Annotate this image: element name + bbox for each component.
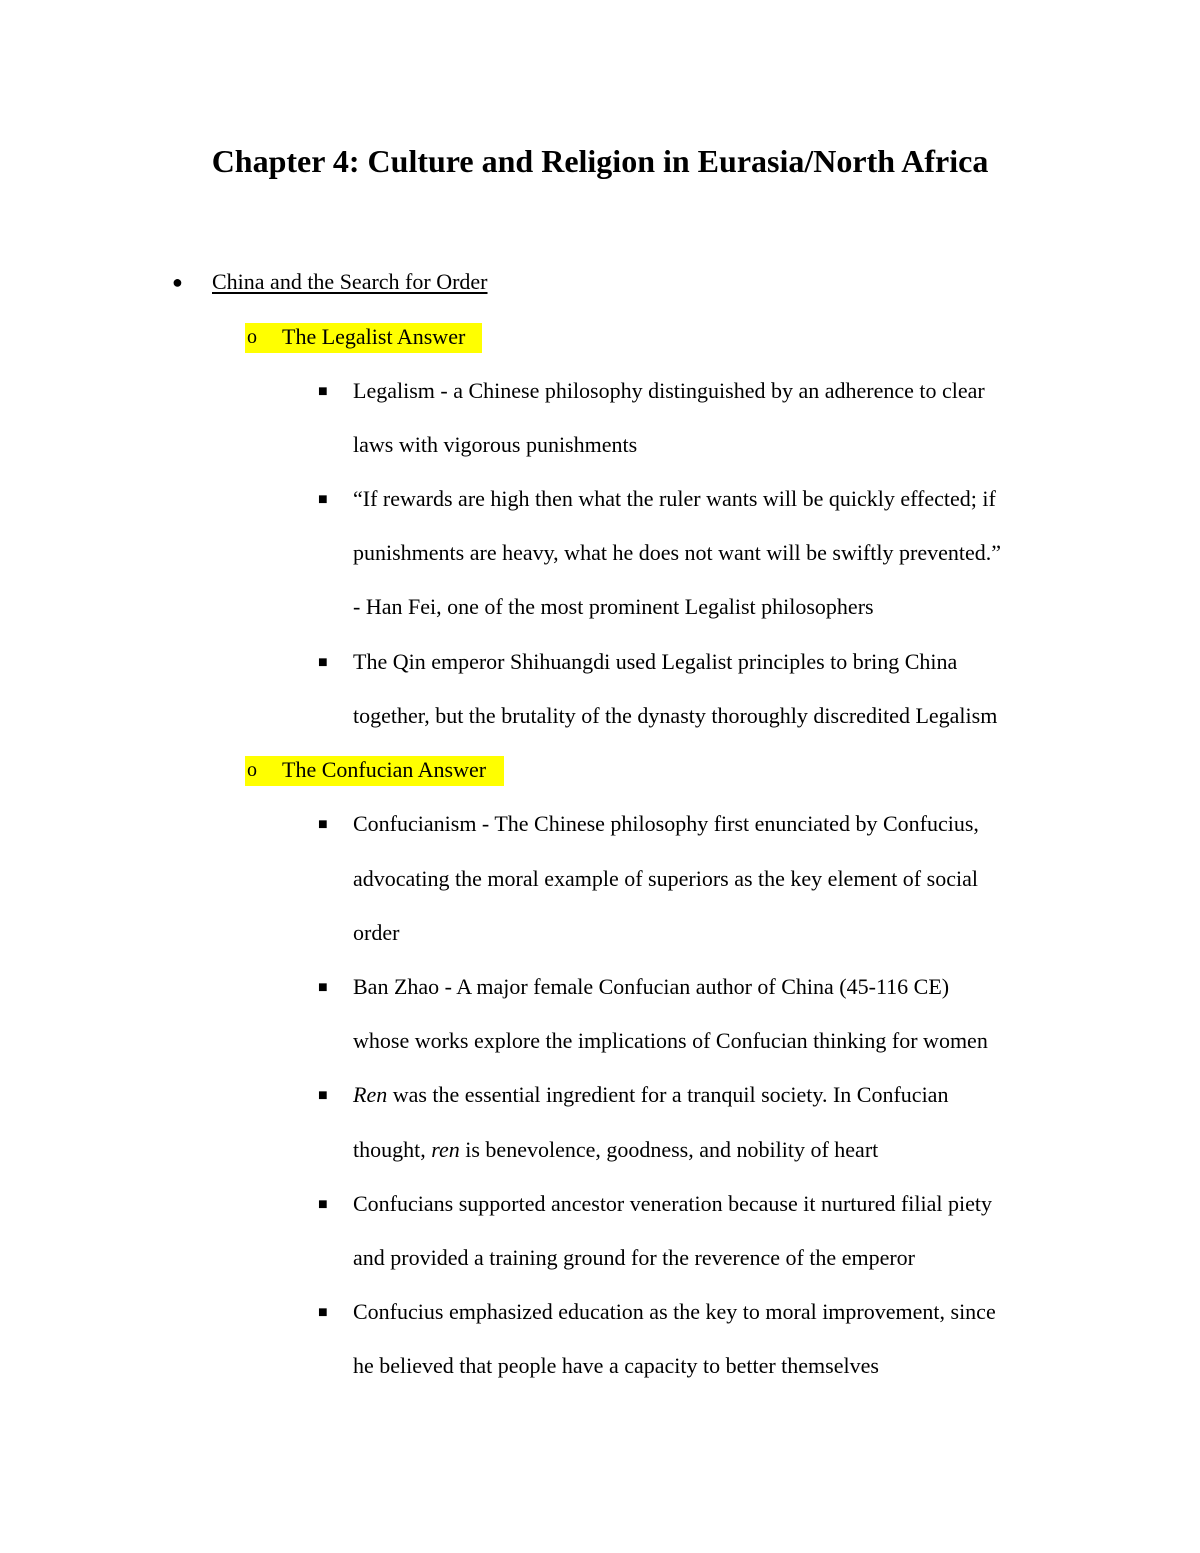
confucian-point-4-line-1: Confucians supported ancestor veneration because it nurtured filial piety [353,1191,993,1216]
legalist-point-2-line-2: punishments are heavy, what he does not want will be swiftly prevented.” [353,540,1002,565]
legalist-point-3-line-1: The Qin emperor Shihuangdi used Legalist principles to bring China [353,649,958,674]
confucian-point-1-line-2: advocating the moral example of superiors as the key element of social [353,866,978,891]
ren-term: ren [431,1137,460,1162]
legalist-point-1-line-1: Legalism - a Chinese philosophy distinguished by an adherence to clear [353,378,985,403]
bullet-level3: ■ [318,654,328,671]
confucian-point-3-line-1-text: was the essential ingredient for a tranquil society. In Confucian [387,1082,949,1107]
confucian-point-2-line-2: whose works explore the implications of Confucian thinking for women [353,1028,988,1053]
bullet-level3: ■ [318,816,328,833]
confucian-point-3-line-2-pre: thought, [353,1137,432,1162]
confucian-point-3-line-2 [353,1135,878,1165]
bullet-level3: ■ [318,1087,328,1104]
bullet-level3: ■ [318,1304,328,1321]
bullet-level3: ■ [318,491,328,508]
section-heading-confucian: The Confucian Answer [282,757,487,782]
bullet-level3: ■ [318,1196,328,1213]
bullet-level1: ● [172,272,183,292]
confucian-point-1-line-3: order [353,920,400,945]
legalist-point-2-line-1: “If rewards are high then what the ruler wants will be quickly effected; if [353,486,996,511]
confucian-point-4-line-2: and provided a training ground for the reverence of the emperor [353,1245,915,1270]
page-title: Chapter 4: Culture and Religion in Eurasia/North Africa [211,143,989,179]
confucian-point-5-line-1: Confucius emphasized education as the key to moral improvement, since [353,1299,996,1324]
bullet-level2: o [247,326,257,348]
legalist-point-3-line-2: together, but the brutality of the dynasty thoroughly discredited Legalism [353,703,998,728]
confucian-point-2-line-1: Ban Zhao - A major female Confucian author of China (45-116 CE) [353,974,950,999]
confucian-point-1-line-1: Confucianism - The Chinese philosophy first enunciated by Confucius, [353,811,979,836]
section-heading-legalist: The Legalist Answer [282,324,466,349]
bullet-level2: o [247,759,257,781]
confucian-point-3-line-2-text: is benevolence, goodness, and nobility of heart [459,1137,879,1162]
ren-term: Ren [353,1082,388,1107]
bullet-level3: ■ [318,979,328,996]
legalist-point-2-line-3: - Han Fei, one of the most prominent Legalist philosophers [353,594,874,619]
outline-heading-china: China and the Search for Order [212,269,488,294]
legalist-point-1-line-2: laws with vigorous punishments [353,432,638,457]
confucian-point-5-line-2: he believed that people have a capacity to better themselves [353,1353,879,1378]
confucian-point-3-line-1 [353,1080,948,1110]
bullet-level3: ■ [318,383,328,400]
